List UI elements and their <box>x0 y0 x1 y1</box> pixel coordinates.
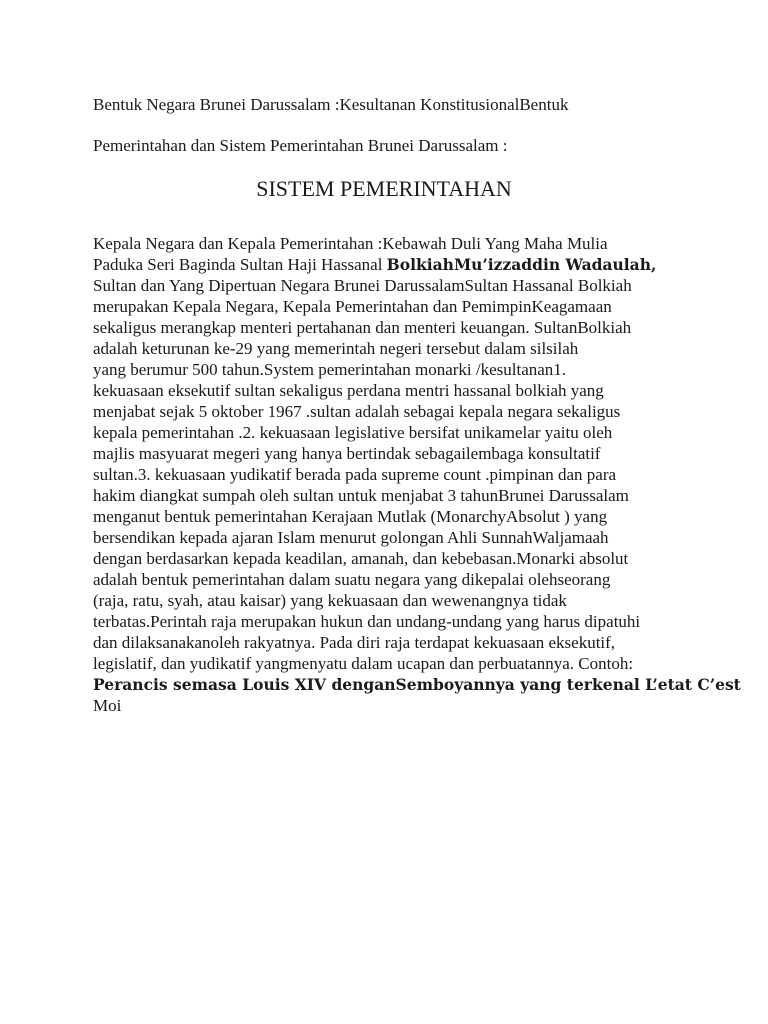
body-line-1: Kepala Negara dan Kepala Pemerintahan :Kebawah Duli Yang Maha Mulia <box>93 234 608 253</box>
body-line-2 <box>93 254 656 275</box>
body-line-22 <box>93 674 741 695</box>
body-line-21: legislatif, dan yudikatif yangmenyatu dalam ucapan dan perbuatannya. Contoh: <box>93 654 634 673</box>
body-line-9: menjabat sejak 5 oktober 1967 .sultan adalah sebagai kepala negara sekaligus <box>93 402 621 421</box>
government-form-line: Pemerintahan dan Sistem Pemerintahan Brunei Darussalam : <box>93 136 508 155</box>
form-of-state-label: Bentuk Negara Brunei Darussalam : <box>93 95 340 114</box>
body-line-18: (raja, ratu, syah, atau kaisar) yang kekuasaan dan wewenangnya tidak <box>93 591 567 610</box>
body-line-23: Moi <box>93 696 122 715</box>
form-of-state-line <box>93 94 568 115</box>
sultan-name-bold: BolkiahMu’izzaddin Wadaulah, <box>386 255 657 274</box>
body-line-4: merupakan Kepala Negara, Kepala Pemerintahan dan PemimpinKeagamaan <box>93 297 612 316</box>
body-line-17: adalah bentuk pemerintahan dalam suatu negara yang dikepalai olehseorang <box>93 570 611 589</box>
section-title: SISTEM PEMERINTAHAN <box>256 176 512 201</box>
body-line-19: terbatas.Perintah raja merupakan hukun dan undang-undang yang harus dipatuhi <box>93 612 641 631</box>
form-of-state-value: Kesultanan KonstitusionalBentuk <box>339 95 569 114</box>
example-bold-text: Perancis semasa Louis XIV denganSemboyannya yang terkenal L’etat C’est <box>93 675 741 694</box>
body-line-3: Sultan dan Yang Dipertuan Negara Brunei DarussalamSultan Hassanal Bolkiah <box>93 276 632 295</box>
body-line-16: dengan berdasarkan kepada keadilan, amanah, dan kebebasan.Monarki absolut <box>93 549 629 568</box>
body-line-12: sultan.3. kekuasaan yudikatif berada pada supreme count .pimpinan dan para <box>93 465 617 484</box>
body-line-14: menganut bentuk pemerintahan Kerajaan Mutlak (MonarchyAbsolut ) yang <box>93 507 608 526</box>
body-line-11: majlis masyuarat megeri yang hanya bertindak sebagailembaga konsultatif <box>93 444 601 463</box>
body-line-15: bersendikan kepada ajaran Islam menurut golongan Ahli SunnahWaljamaah <box>93 528 609 547</box>
body-line-6: adalah keturunan ke-29 yang memerintah negeri tersebut dalam silsilah <box>93 339 579 358</box>
body-line-5: sekaligus merangkap menteri pertahanan dan menteri keuangan. SultanBolkiah <box>93 318 632 337</box>
body-line-20: dan dilaksanakanoleh rakyatnya. Pada diri raja terdapat kekuasaan eksekutif, <box>93 633 616 652</box>
body-line-13: hakim diangkat sumpah oleh sultan untuk menjabat 3 tahunBrunei Darussalam <box>93 486 629 505</box>
body-line-7: yang berumur 500 tahun.System pemerintahan monarki /kesultanan1. <box>93 360 567 379</box>
body-line-2-text: Paduka Seri Baginda Sultan Haji Hassanal <box>93 255 387 274</box>
body-line-10: kepala pemerintahan .2. kekuasaan legislative bersifat unikamelar yaitu oleh <box>93 423 613 442</box>
body-line-8: kekuasaan eksekutif sultan sekaligus perdana mentri hassanal bolkiah yang <box>93 381 604 400</box>
